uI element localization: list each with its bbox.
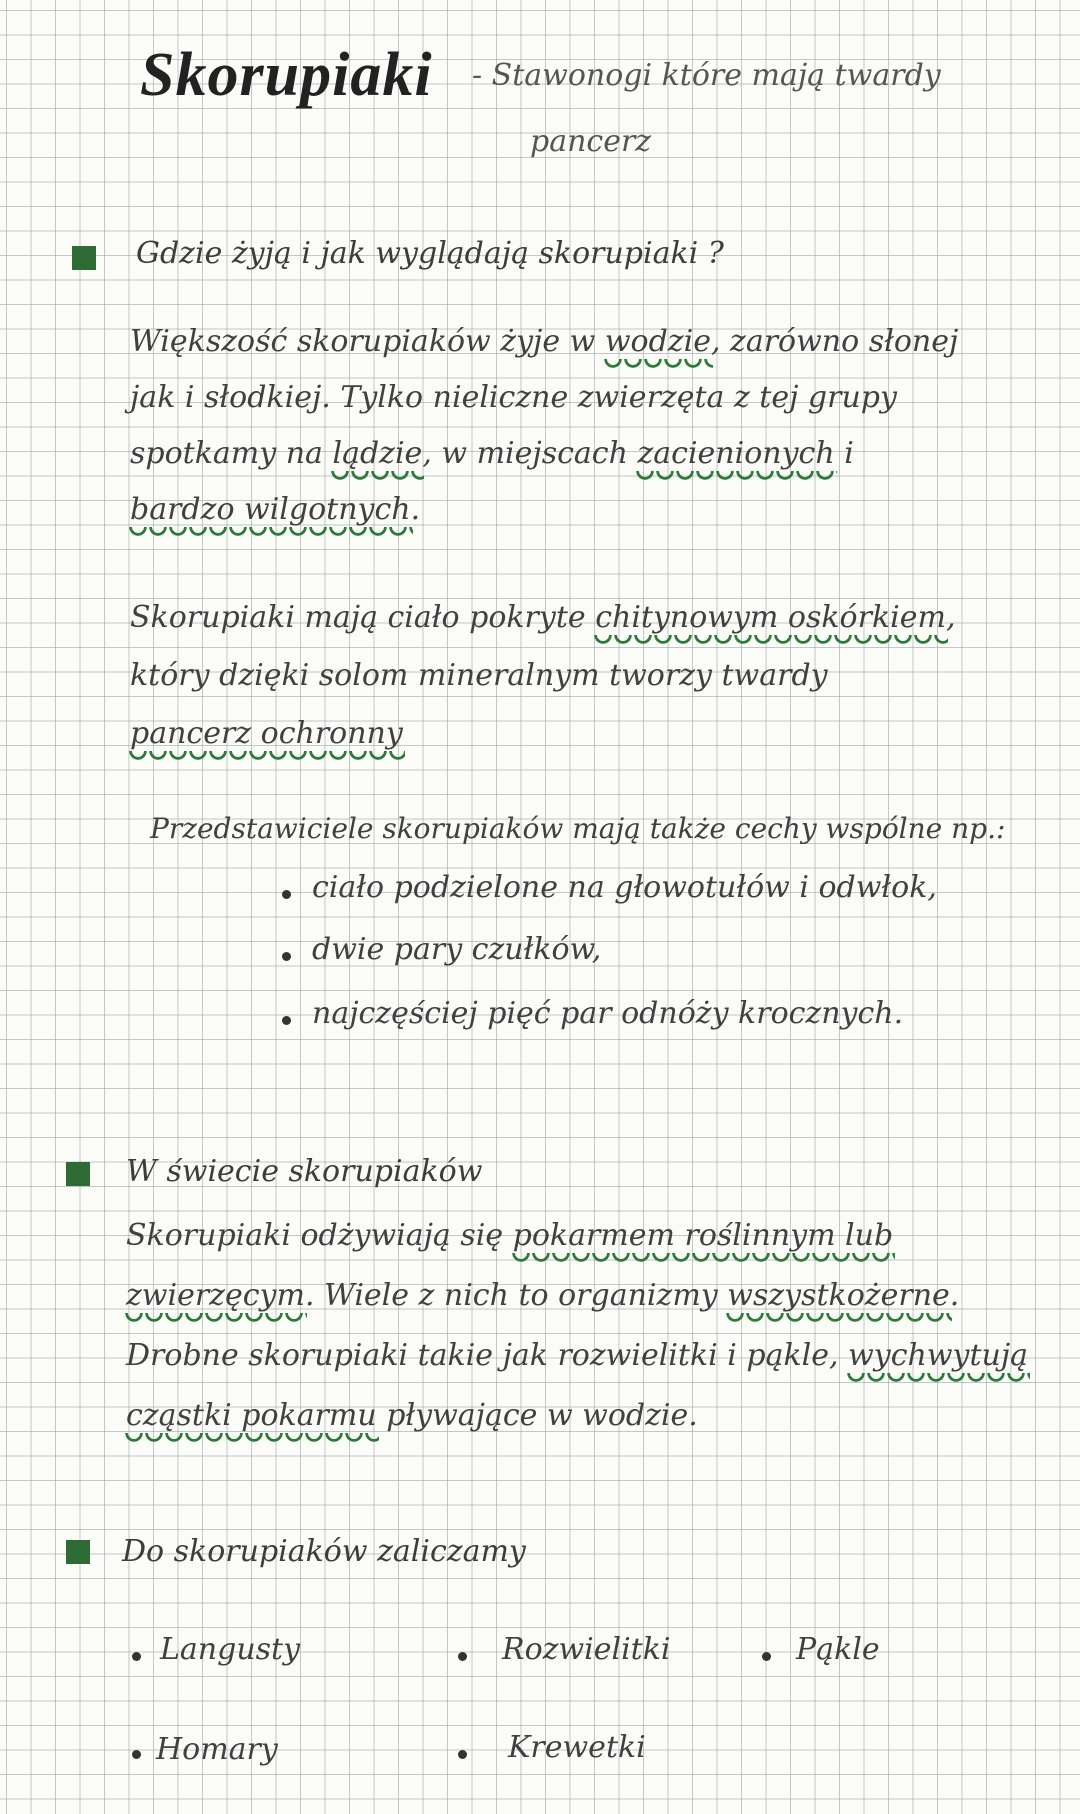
bullet-dot	[458, 1750, 467, 1759]
section-heading-world: W świecie skorupiaków	[126, 1154, 483, 1189]
features-intro: Przedstawiciele skorupiaków mają także cechy wspólne np.:	[150, 812, 1006, 845]
species-item: Krewetki	[508, 1730, 646, 1765]
feature-item: ciało podzielone na głowotułów i odwłok,	[312, 870, 937, 905]
paragraph-diet: Skorupiaki odżywiają się pokarmem roślinnym lub zwierzęcym. Wiele z nich to organizmy wszystkożerne. Drobne skorupiaki takie jak rozwielitki i pąkle, wychwytują cząstki pokarmu pływające w wodzie.	[126, 1218, 1029, 1433]
section-marker	[72, 246, 96, 270]
bullet-dot	[282, 952, 291, 961]
bullet-dot	[762, 1652, 771, 1661]
species-item: Rozwielitki	[502, 1632, 671, 1667]
section-heading-where: Gdzie żyją i jak wyglądają skorupiaki ?	[136, 236, 724, 271]
species-item: Langusty	[160, 1632, 301, 1667]
feature-item: najczęściej pięć par odnóży krocznych.	[312, 996, 904, 1031]
bullet-dot	[282, 1016, 291, 1025]
bullet-dot	[458, 1652, 467, 1661]
section-marker	[66, 1162, 90, 1186]
subtitle-line-2: pancerz	[530, 124, 652, 159]
bullet-dot	[282, 890, 291, 899]
section-marker	[66, 1540, 90, 1564]
section-heading-includes: Do skorupiaków zaliczamy	[122, 1534, 526, 1569]
feature-item: dwie pary czułków,	[312, 932, 602, 967]
paragraph-habitat: Większość skorupiaków żyje w wodzie, zarówno słonej jak i słodkiej. Tylko nieliczne zwierzęta z tej grupy spotkamy na lądzie, w miejscach zacienionych i bardzo wilgotnych.	[130, 324, 959, 527]
species-item: Pąkle	[796, 1632, 880, 1667]
paragraph-armor: Skorupiaki mają ciało pokryte chitynowym oskórkiem, który dzięki solom mineralnym tworzy twardy pancerz ochronny	[130, 600, 956, 751]
species-item: Homary	[156, 1732, 278, 1767]
bullet-dot	[132, 1652, 141, 1661]
subtitle-line-1: - Stawonogi które mają twardy	[472, 58, 941, 93]
bullet-dot	[132, 1750, 141, 1759]
page-title: Skorupiaki	[140, 41, 433, 109]
